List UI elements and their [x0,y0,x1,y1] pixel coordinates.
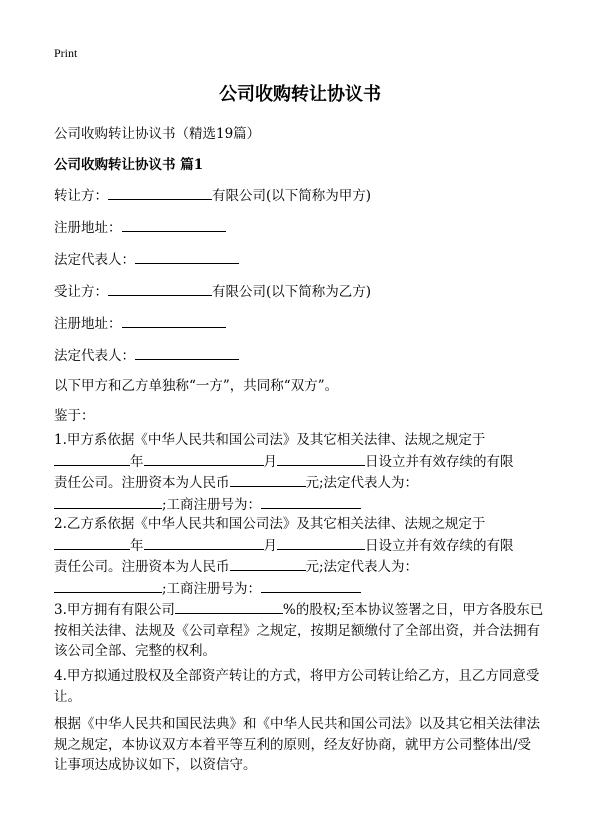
clause-2 [54,514,554,599]
transferee-suffix: 有限公司(以下简称为乙方) [212,284,372,300]
clause-1 [54,430,554,515]
transferor-label: 转让方： [54,188,108,204]
transferor-legal-rep-line [54,248,239,268]
reg-address-label: 注册地址： [54,220,122,236]
clause-3-line-1: 3.甲方拥有有限公司 %的股权;至本协议签署之日，甲方各股东已 [54,599,554,621]
closing-line-1: 根据《中华人民共和国民法典》和《中华人民共和国公司法》以及其它相关法律法 [54,716,540,732]
transferee-line [54,280,371,300]
transferee-blank [108,281,212,296]
reg-address-blank [122,217,226,232]
legal-rep-label: 法定代表人： [54,252,135,268]
transferor-line [54,184,371,204]
transferor-address-line [54,216,226,236]
transferor-suffix: 有限公司(以下简称为甲方) [212,188,372,204]
clause-1-line-2: 年 月 日设立并有效存续的有限 [54,451,554,473]
clause-2-line-4: ;工商注册号为： [54,578,554,600]
reg-address-label: 注册地址： [54,316,122,332]
closing-paragraph [54,714,554,776]
legal-rep-blank [135,249,239,264]
clause-2-line-3: 责任公司。注册资本为人民币 元;法定代表人为： [54,556,554,578]
transferee-address-line [54,312,226,332]
clause-4 [54,666,554,707]
clause-4-line-2: 让。 [54,688,81,705]
clause-3-line-3: 该公司全部、完整的权利。 [54,643,216,659]
clause-4-line-1: 4.甲方拟通过股权及全部资产转让的方式，将甲方公司转让给乙方，且乙方同意受 [54,668,540,684]
reg-address-blank [122,313,226,328]
closing-line-3: 让事项达成协议如下，以资信守。 [54,757,257,773]
clause-2-line-1: 2.乙方系依据《中华人民共和国公司法》及其它相关法律、法规之规定于 [54,516,486,532]
transferee-label: 受让方： [54,284,108,300]
clause-1-line-1: 1.甲方系依据《中华人民共和国公司法》及其它相关法律、法规之规定于 [54,432,486,448]
transferee-legal-rep-line [54,344,239,364]
clause-1-line-3: 责任公司。注册资本为人民币 元;法定代表人为： [54,472,554,494]
clause-3 [54,599,554,662]
print-link[interactable]: Print [54,46,78,60]
transferor-blank [108,185,212,200]
closing-line-2: 规之规定，本协议双方本着平等互利的原则，经友好协商，就甲方公司整体出/受 [54,736,532,753]
whereas-heading: 鉴于： [54,408,95,424]
clause-1-line-4: ;工商注册号为： [54,494,554,516]
clause-2-line-2: 年 月 日设立并有效存续的有限 [54,535,554,557]
clause-3-line-2: 按相关法律、法规及《公司章程》之规定，按期足额缴付了全部出资，并合法拥有 [54,622,540,639]
legal-rep-blank [135,345,239,360]
legal-rep-label: 法定代表人： [54,348,135,364]
page-title: 公司收购转让协议书 [219,84,381,105]
document-subtitle: 公司收购转让协议书（精选19篇） [54,126,261,142]
joint-statement: 以下甲方和乙方单独称“一方”，共同称“双方”。 [54,378,339,394]
section-heading: 公司收购转让协议书 篇1 [54,157,204,173]
